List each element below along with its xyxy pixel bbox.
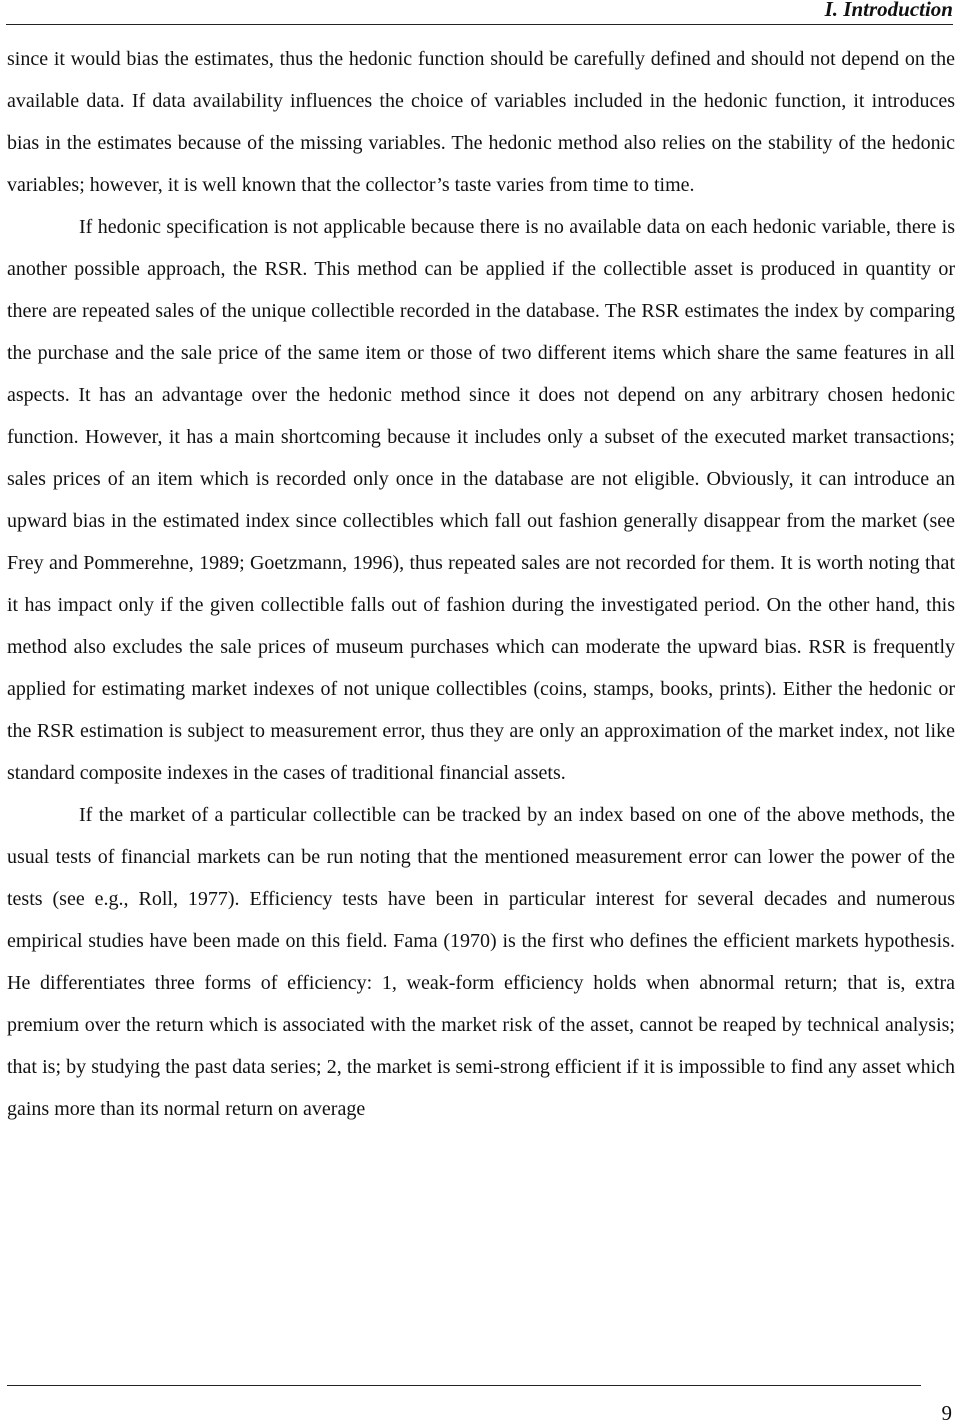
page-header bbox=[6, 0, 953, 25]
paragraph-continuation: since it would bias the estimates, thus the hedonic function should be carefully defined and should not depend on the available data. If data availability influences the choice of variables included in the hedonic function, it introduces bias in the estimates because of the missing variables. The hedonic method also relies on the stability of the hedonic variables; however, it is well known that the collector’s taste varies from time to time. bbox=[7, 48, 955, 196]
body-text bbox=[7, 38, 955, 1130]
footer-divider bbox=[7, 1385, 921, 1386]
paragraph-rsr-method: If hedonic specification is not applicable because there is no available data on each hedonic variable, there is another possible approach, the RSR. This method can be applied if the collectible asset is produced in quantity or there are repeated sales of the unique collectible recorded in the database. The RSR estimates the index by comparing the purchase and the sale price of the same item or those of two different items which share the same features in all aspects. It has an advantage over the hedonic method since it does not depend on any arbitrary chosen hedonic function. However, it has a main shortcoming because it includes only a subset of the executed market transactions; sales prices of an item which is recorded only once in the database are not eligible. Obviously, it can introduce an upward bias in the estimated index since collectibles which fall out fashion generally disappear from the market (see Frey and Pommerehne, 1989; Goetzmann, 1996), thus repeated sales are not recorded for them. It is worth noting that it has impact only if the given collectible falls out of fashion during the investigated period. On the other hand, this method also excludes the sale prices of museum purchases which can moderate the upward bias. RSR is frequently applied for estimating market indexes of not unique collectibles (coins, stamps, books, prints). Either the hedonic or the RSR estimation is subject to measurement error, thus they are only an approximation of the market index, not like standard composite indexes in the cases of traditional financial assets. bbox=[7, 216, 955, 784]
paragraph-efficiency-tests: If the market of a particular collectible can be tracked by an index based on one of the above methods, the usual tests of financial markets can be run noting that the mentioned measurement error can lower the power of the tests (see e.g., Roll, 1977). Efficiency tests have been in particular interest for several decades and numerous empirical studies have been made on this field. Fama (1970) is the first who defines the efficient markets hypothesis. He differentiates three forms of efficiency: 1, weak-form efficiency holds when abnormal return; that is, extra premium over the return which is associated with the market risk of the asset, cannot be reaped by technical analysis; that is; by studying the past data series; 2, the market is semi-strong efficient if it is impossible to find any asset which gains more than its normal return on average bbox=[7, 804, 955, 1120]
page-number: 9 bbox=[941, 1401, 952, 1425]
section-title: I. Introduction bbox=[824, 0, 953, 21]
